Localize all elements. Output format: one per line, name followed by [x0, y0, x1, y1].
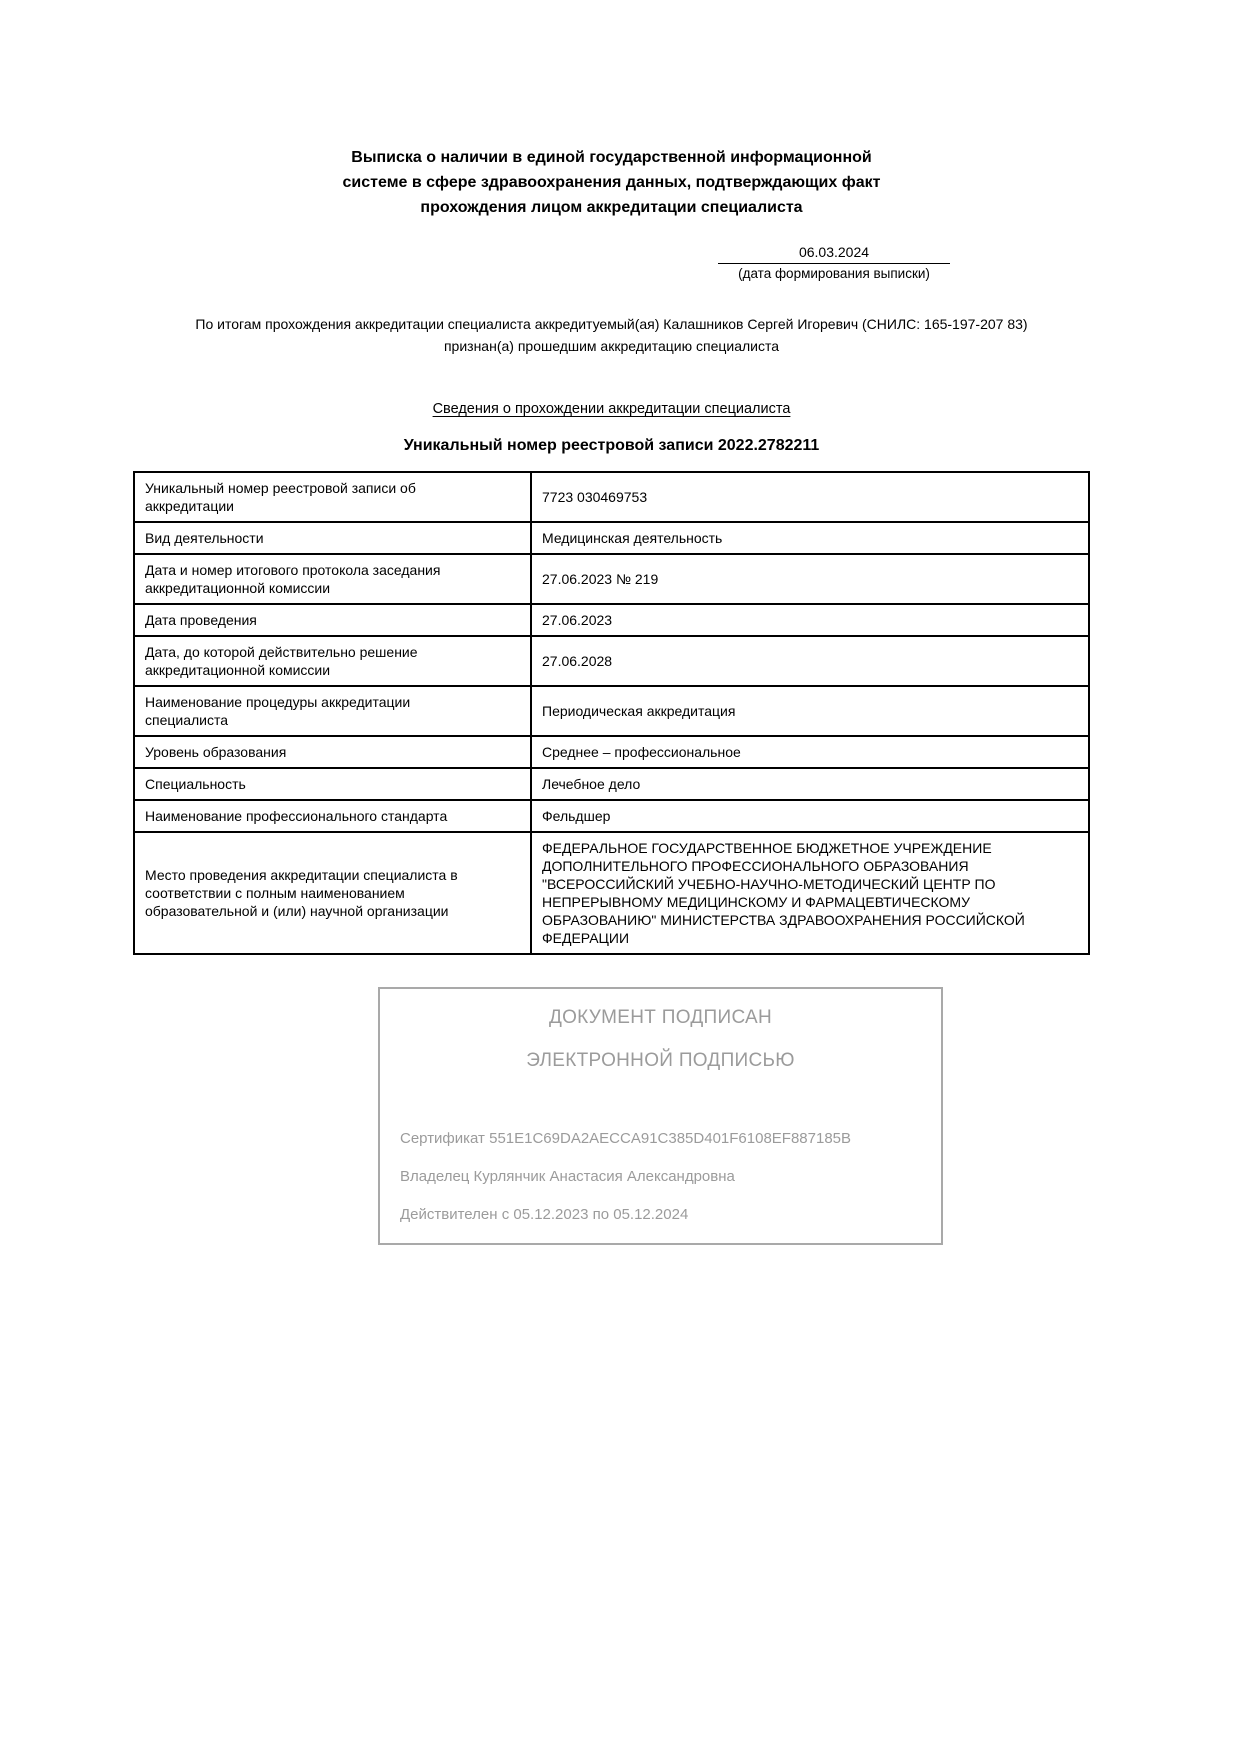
intro-paragraph — [133, 313, 1090, 357]
intro-line-2: признан(а) прошедшим аккредитацию специалиста — [443, 338, 780, 354]
document-title — [133, 145, 1090, 220]
signature-owner: Владелец Курлянчик Анастасия Александровна — [400, 1168, 735, 1185]
issue-date-caption: (дата формирования выписки) — [738, 266, 930, 281]
signature-header-line-1: ДОКУМЕНТ ПОДПИСАН — [548, 1007, 773, 1028]
table-row — [134, 554, 1089, 604]
section-heading: Сведения о прохождении аккредитации специалиста — [432, 401, 791, 417]
row-value-registry-number: 7723 030469753 — [531, 472, 1089, 522]
row-value-activity-type: Медицинская деятельность — [531, 522, 1089, 554]
title-line-2: системе в сфере здравоохранения данных, подтверждающих факт — [342, 174, 881, 191]
row-label-activity-type: Вид деятельности — [134, 522, 531, 554]
row-value-procedure-name: Периодическая аккредитация — [531, 686, 1089, 736]
signature-certificate: Сертификат 551E1C69DA2AECCA91C385D401F6108EF887185B — [400, 1130, 852, 1147]
signature-header-line-2: ЭЛЕКТРОННОЙ ПОДПИСЬЮ — [526, 1050, 795, 1071]
table-row — [134, 736, 1089, 768]
title-line-3: прохождения лицом аккредитации специалиста — [420, 199, 803, 216]
registry-number-heading: Уникальный номер реестровой записи 2022.2782211 — [403, 437, 820, 454]
row-label-date-held: Дата проведения — [134, 604, 531, 636]
row-value-date-held: 27.06.2023 — [531, 604, 1089, 636]
row-label-professional-standard: Наименование профессионального стандарта — [134, 800, 531, 832]
row-label-specialty: Специальность — [134, 768, 531, 800]
table-row — [134, 636, 1089, 686]
issue-date-block — [718, 244, 950, 281]
signature-box — [378, 987, 943, 1245]
row-label-valid-until: Дата, до которой действительно решение аккредитационной комиссии — [134, 636, 531, 686]
table-row — [134, 472, 1089, 522]
table-row — [134, 686, 1089, 736]
row-value-valid-until: 27.06.2028 — [531, 636, 1089, 686]
signature-details — [400, 1130, 921, 1223]
row-value-specialty: Лечебное дело — [531, 768, 1089, 800]
row-label-education-level: Уровень образования — [134, 736, 531, 768]
intro-line-1: По итогам прохождения аккредитации специалиста аккредитуемый(ая) Калашников Сергей Игоревич (СНИЛС: 165-197-207 83) — [195, 316, 1028, 332]
row-label-protocol: Дата и номер итогового протокола заседания аккредитационной комиссии — [134, 554, 531, 604]
title-line-1: Выписка о наличии в единой государственной информационной — [351, 149, 872, 166]
row-value-organization: ФЕДЕРАЛЬНОЕ ГОСУДАРСТВЕННОЕ БЮДЖЕТНОЕ УЧРЕЖДЕНИЕ ДОПОЛНИТЕЛЬНОГО ПРОФЕССИОНАЛЬНОГО ОБРАЗОВАНИЯ "ВСЕРОССИЙСКИЙ УЧЕБНО-НАУЧНО-МЕТОДИЧЕСКИЙ ЦЕНТР ПО НЕПРЕРЫВНОМУ МЕДИЦИНСКОМУ И ФАРМАЦЕВТИЧЕСКОМУ ОБРАЗОВАНИЮ" МИНИСТЕРСТВА ЗДРАВООХРАНЕНИЯ РОССИЙСКОЙ ФЕДЕРАЦИИ — [531, 832, 1089, 954]
row-label-registry-number: Уникальный номер реестровой записи об аккредитации — [134, 472, 531, 522]
accreditation-table-body — [134, 472, 1089, 954]
row-label-procedure-name: Наименование процедуры аккредитации специалиста — [134, 686, 531, 736]
table-row — [134, 832, 1089, 954]
row-value-protocol: 27.06.2023 № 219 — [531, 554, 1089, 604]
table-row — [134, 604, 1089, 636]
row-value-education-level: Среднее – профессиональное — [531, 736, 1089, 768]
signature-validity: Действителен с 05.12.2023 по 05.12.2024 — [400, 1206, 689, 1223]
row-value-professional-standard: Фельдшер — [531, 800, 1089, 832]
accreditation-table — [133, 471, 1090, 955]
table-row — [134, 800, 1089, 832]
issue-date: 06.03.2024 — [718, 244, 950, 264]
table-row — [134, 768, 1089, 800]
row-label-organization: Место проведения аккредитации специалиста в соответствии с полным наименованием образовательной и (или) научной организации — [134, 832, 531, 954]
table-row — [134, 522, 1089, 554]
